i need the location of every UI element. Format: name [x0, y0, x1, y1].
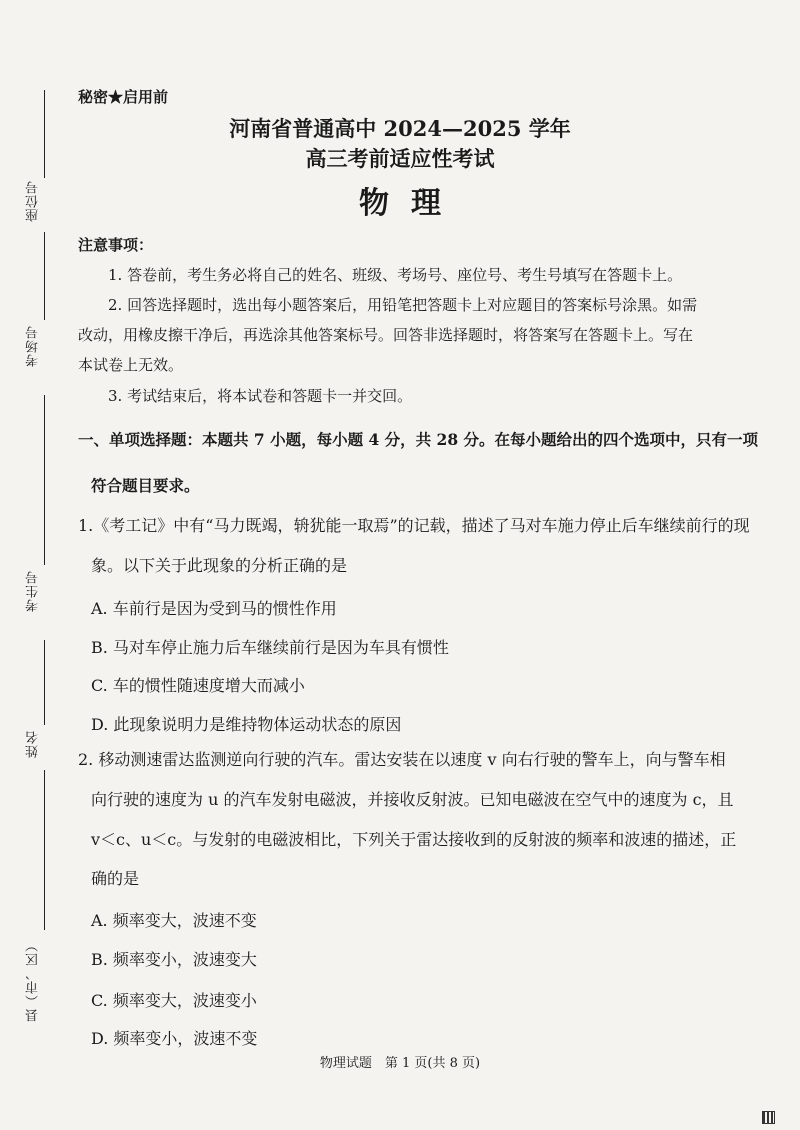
question-1-stem-cont: 象。以下关于此现象的分析正确的是 [91, 556, 348, 575]
question-2-option-b: B. 频率变小，波速变大 [91, 950, 257, 969]
student-no-label: 考生号 [26, 570, 41, 612]
question-1-option-a: A. 车前行是因为受到马的惯性作用 [91, 599, 337, 618]
exam-title-line1: 河南省普通高中 2024—2025 学年 [229, 116, 571, 141]
binding-line [44, 770, 45, 930]
binding-line [44, 232, 45, 320]
confidential-mark: 秘密★启用前 [78, 88, 169, 106]
subject-title: 物理 [359, 186, 463, 221]
question-2-stem-cont: 向行驶的速度为 u 的汽车发射电磁波，并接收反射波。已知电磁波在空气中的速度为 c，且 [91, 790, 734, 809]
name-label: 姓名 [26, 730, 41, 758]
question-2-stem-cont: 确的是 [91, 869, 140, 888]
notice-item: 本试卷上无效。 [78, 356, 184, 374]
page-footer: 物理试题 第 1 页(共 8 页) [319, 1056, 481, 1071]
notice-item: 改动，用橡皮擦干净后，再选涂其他答案标号。回答非选择题时，将答案写在答题卡上。写在 [78, 326, 694, 344]
notice-item: 1. 答卷前，考生务必将自己的姓名、班级、考场号、座位号、考生号填写在答题卡上。 [108, 266, 683, 284]
notice-item: 2. 回答选择题时，选出每小题答案后，用铅笔把答题卡上对应题目的答案标号涂黑。如需 [108, 296, 698, 314]
question-1-option-c: C. 车的惯性随速度增大而减小 [91, 676, 305, 695]
question-2-option-a: A. 频率变大，波速不变 [91, 911, 257, 930]
exam-room-no-label: 考场号 [26, 325, 41, 367]
notice-item: 3. 考试结束后，将本试卷和答题卡一并交回。 [108, 387, 413, 405]
binding-line [44, 640, 45, 725]
question-2-option-d: D. 频率变小，波速不变 [91, 1029, 258, 1048]
exam-title-line2: 高三考前适应性考试 [305, 146, 495, 171]
section-heading-cont: 符合题目要求。 [91, 476, 200, 495]
county-label: 县（市、区） [26, 938, 41, 1022]
binding-line [44, 395, 45, 565]
question-2-option-c: C. 频率变大，波速变小 [91, 991, 257, 1010]
seat-no-label: 座位号 [26, 180, 41, 222]
qr-code-icon [762, 1111, 775, 1124]
question-1-stem: 1.《考工记》中有“马力既竭，辀犹能一取焉”的记载，描述了马对车施力停止后车继续前行的现 [78, 516, 750, 535]
question-2-stem: 2. 移动测速雷达监测逆向行驶的汽车。雷达安装在以速度 v 向右行驶的警车上，向与警车相 [78, 750, 726, 769]
question-1-option-b: B. 马对车停止施力后车继续前行是因为车具有惯性 [91, 638, 449, 657]
question-2-stem-cont: v＜c、u＜c。与发射的电磁波相比，下列关于雷达接收到的反射波的频率和波速的描述，正 [91, 830, 737, 849]
question-1-option-d: D. 此现象说明力是维持物体运动状态的原因 [91, 715, 402, 734]
notice-heading: 注意事项： [78, 236, 154, 254]
section-heading: 一、单项选择题：本题共 7 小题，每小题 4 分，共 28 分。在每小题给出的四个选项中，只有一项 [78, 430, 759, 449]
